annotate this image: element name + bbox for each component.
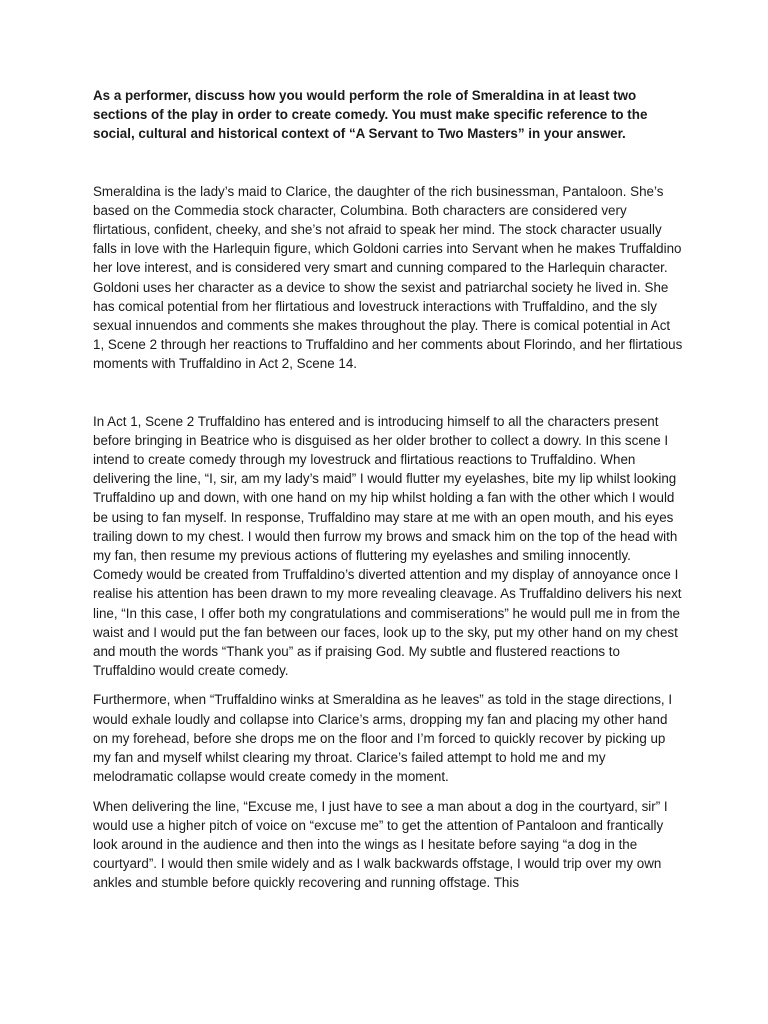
paragraph-introduction: Smeraldina is the lady’s maid to Clarice, the daughter of the rich businessman, Pantaloon. She’s based on the Commedia stock character, Columbina. Both characters are considered very flirtatious, confident, cheeky, and she’s not afraid to speak her mind. The stock character usually falls in love with the Harlequin figure, which Goldoni carries into Servant when he makes Truffaldino her love interest, and is considered very smart and cunning compared to the Harlequin character. Goldoni uses her character as a device to show the sexist and patriarchal society he lived in. She has comical potential from her flirtatious and lovestruck interactions with Truffaldino, and the sly sexual innuendos and comments she makes throughout the play. There is comical potential in Act 1, Scene 2 through her reactions to Truffaldino and her comments about Florindo, and her flirtatious moments with Truffaldino in Act 2, Scene 14.	[93, 183, 683, 372]
essay-question: As a performer, discuss how you would perform the role of Smeraldina in at least two sections of the play in order to create comedy. You must make specific reference to the social, cultural and historical context of “A Servant to Two Masters” in your answer.	[93, 88, 648, 142]
paragraph-excuse-me: When delivering the line, “Excuse me, I just have to see a man about a dog in the courtyard, sir” I would use a higher pitch of voice on “excuse me” to get the attention of Pantaloon and frantically look around in the audience and then into the wings as I hesitate before saying “a dog in the courtyard”. I would then smile widely and as I walk backwards offstage, I would trip over my own ankles and stumble before quickly recovering and running offstage. This	[93, 798, 668, 891]
document-page	[93, 86, 683, 893]
paragraph-act1-scene2: In Act 1, Scene 2 Truffaldino has entered and is introducing himself to all the characters present before bringing in Beatrice who is disguised as her older brother to collect a dowry. In this scene I intend to create comedy through my lovestruck and flirtatious reactions to Truffaldino. When delivering the line, “I, sir, am my lady’s maid” I would flutter my eyelashes, bite my lip whilst looking Truffaldino up and down, with one hand on my hip whilst holding a fan with the other which I would be using to fan myself. In response, Truffaldino may stare at me with an open mouth, and his eyes trailing down to my chest. I would then furrow my brows and smack him on the top of the head with my fan, then resume my previous actions of fluttering my eyelashes and smiling innocently. Comedy would be created from Truffaldino’s diverted attention and my display of annoyance once I realise his attention has been drawn to my more revealing cleavage. As Truffaldino delivers his next line, “In this case, I offer both my congratulations and commiserations” he would pull me in from the waist and I would put the fan between our faces, look up to the sky, put my other hand on my chest and mouth the words “Thank you” as if praising God. My subtle and flustered reactions to Truffaldino would create comedy.	[93, 413, 682, 679]
paragraph-furthermore: Furthermore, when “Truffaldino winks at Smeraldina as he leaves” as told in the stage directions, I would exhale loudly and collapse into Clarice’s arms, dropping my fan and placing my other hand on my forehead, before she drops me on the floor and I’m forced to quickly recover by picking up my fan and myself whilst clearing my throat. Clarice’s failed attempt to hold me and my melodramatic collapse would create comedy in the moment.	[93, 692, 673, 785]
